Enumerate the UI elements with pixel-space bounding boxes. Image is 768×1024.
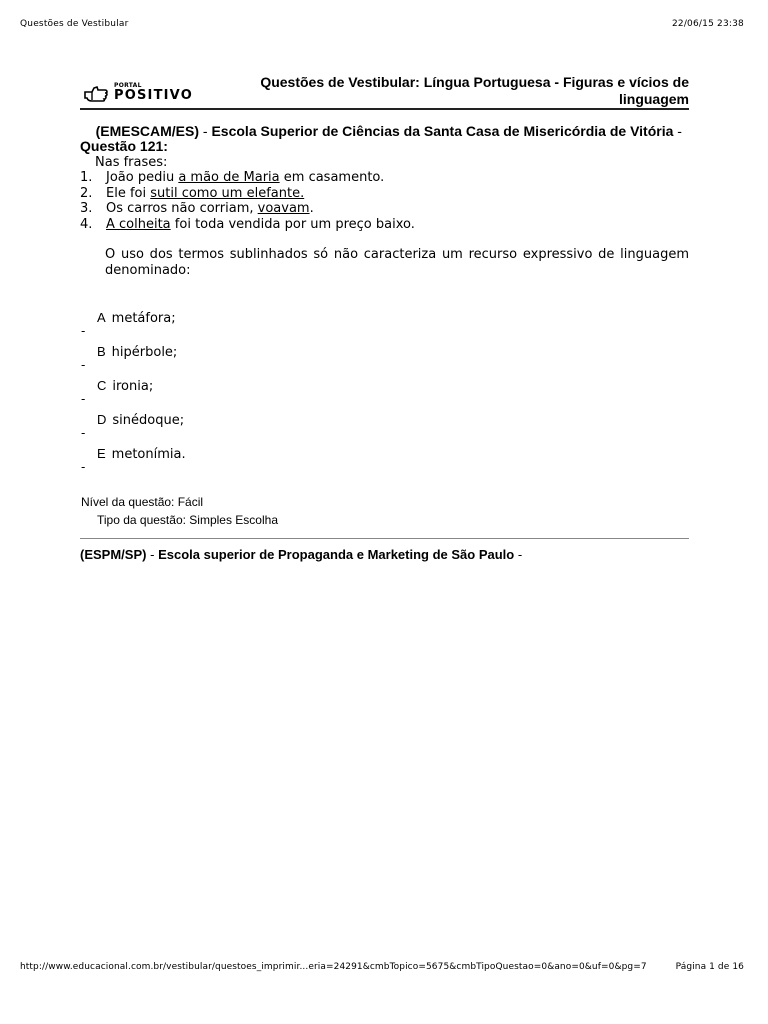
alternative-text: metonímia. — [111, 447, 186, 462]
question-stem: O uso dos termos sublinhados só não caracteriza um recurso expressivo de linguagem denominado: — [105, 247, 689, 278]
print-footer-url: http://www.educacional.com.br/vestibular/questoes_imprimir...eria=24291&cmbTopico=5675&cmbTipoQuestao=0&ano=0&uf=0&pg=7 — [20, 962, 647, 972]
alternative-divider: - — [81, 460, 86, 474]
underlined-term: a mão de Maria — [178, 170, 280, 185]
question-school: Escola Superior de Ciências da Santa Casa de Misericórdia de Vitória — [211, 123, 674, 139]
list-item-text: em casamento. — [279, 170, 385, 185]
list-item-number: 1. — [80, 170, 93, 185]
question-institution: (EMESCAM/ES) — [95, 123, 200, 139]
portal-positivo-logo — [83, 81, 203, 105]
alternative-c[interactable] — [97, 378, 153, 394]
alternative-e[interactable] — [97, 446, 186, 462]
list-item-text: foi toda vendida por um preço baixo. — [170, 216, 415, 232]
list-item-text: . — [309, 201, 314, 216]
alternative-text: metáfora; — [111, 311, 176, 326]
next-question-school: Escola superior de Propaganda e Marketing de São Paulo — [158, 547, 515, 562]
underlined-term: sutil como um elefante. — [150, 185, 305, 201]
pointing-hand-icon — [83, 83, 111, 103]
question-intro: Nas frases: — [95, 155, 168, 170]
page-title: Questões de Vestibular: Língua Portuguesa - Figuras e vícios de linguagem — [260, 74, 689, 107]
alternative-letter: C — [97, 378, 107, 393]
print-header — [20, 19, 744, 29]
alternative-text: sinédoque; — [112, 413, 185, 428]
list-item-number: 2. — [80, 185, 93, 201]
list-item-text: Ele foi — [106, 185, 151, 201]
question-type: Tipo da questão: Simples Escolha — [97, 513, 278, 527]
alternative-letter: D — [97, 412, 107, 427]
logo-positivo-text: POSITIVO — [114, 88, 193, 103]
alternative-text: hipérbole; — [111, 345, 178, 360]
question-separator: - — [202, 123, 208, 139]
next-question-separator: - — [150, 547, 155, 562]
list-item-text: João pediu — [106, 170, 179, 185]
underlined-term: A colheita — [106, 216, 171, 232]
alternative-text: ironia; — [112, 379, 154, 394]
alternative-letter: B — [97, 344, 106, 359]
alternative-letter: E — [97, 446, 106, 461]
alternative-divider: - — [81, 358, 86, 372]
question-divider — [80, 538, 689, 539]
question-header — [80, 124, 689, 154]
list-item-text: Os carros não corriam, — [106, 201, 258, 216]
underlined-term: voavam — [257, 201, 310, 216]
alternative-a[interactable] — [97, 310, 176, 326]
alternative-divider: - — [81, 324, 86, 338]
question-number: Questão 121: — [80, 138, 168, 154]
alternative-b[interactable] — [97, 344, 177, 360]
next-question-separator-2: - — [517, 547, 523, 562]
alternative-divider: - — [81, 392, 86, 406]
alternative-divider: - — [81, 426, 86, 440]
print-footer-page: Página 1 de 16 — [675, 962, 744, 972]
print-header-title: Questões de Vestibular — [20, 19, 129, 29]
alternative-d[interactable] — [97, 412, 184, 428]
print-footer — [20, 962, 744, 972]
question-separator-2: - — [677, 123, 682, 139]
list-item-number: 3. — [80, 201, 93, 216]
next-question-institution: (ESPM/SP) — [80, 547, 147, 562]
question-level: Nível da questão: Fácil — [81, 495, 204, 509]
alternative-letter: A — [97, 310, 106, 325]
list-item-number: 4. — [80, 216, 93, 232]
next-question-header — [80, 547, 522, 562]
title-divider — [80, 108, 689, 110]
logo-portal-text: PORTAL — [114, 82, 142, 89]
print-header-datetime: 22/06/15 23:38 — [671, 19, 744, 29]
